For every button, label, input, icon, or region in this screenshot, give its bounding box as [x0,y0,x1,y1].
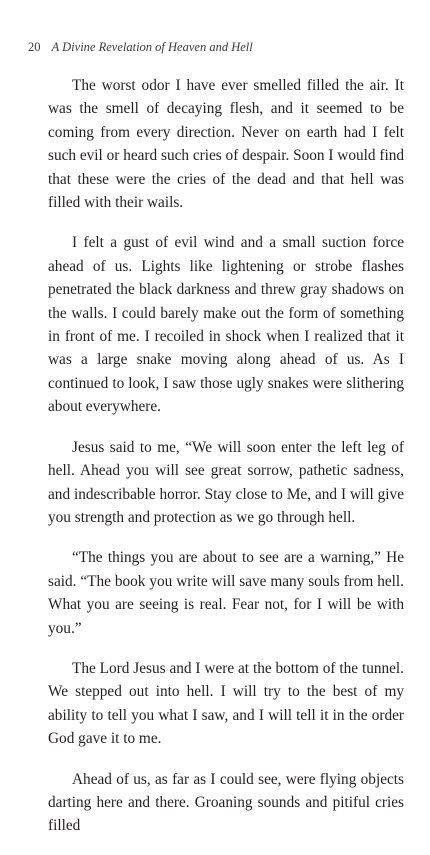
paragraph: Jesus said to me, “We will soon enter the left leg of hell. Ahead you will see great sorrow, pathetic sadness, and indescribable horror. Stay close to Me, and I will give you strength and protection as we go through hell. [48,438,404,526]
paragraph: The Lord Jesus and I were at the bottom of the tunnel. We stepped out into hell. I will try to the best of my ability to tell you what I saw, and I will tell it in the order God gave it to me. [48,659,404,748]
book-title: A Divine Revelation of Heaven and Hell [51,40,253,54]
paragraph: The worst odor I have ever smelled filled the air. It was the smell of decaying flesh, and it seemed to be coming from every direction. Never on earth had I felt such evil or heard such cries of despair. Soon I would find that these were the cries of the dead and that hell was filled with their wails. [48,77,404,212]
body-text [48,74,404,855]
paragraph: Ahead of us, as far as I could see, were flying objects darting here and there. Groaning sounds and pitiful cries filled [48,770,404,835]
page-number: 20 [28,40,41,54]
paragraph: I felt a gust of evil wind and a small suction force ahead of us. Lights like lightening or strobe flashes penetrated the black darkness and threw gray shadows on the walls. I could barely make out the form of something in front of me. I recoiled in shock when I realized that it was a large snake moving along ahead of us. As I continued to look, I saw those ugly snakes were slithering about everywhere. [48,234,404,416]
running-header [28,40,253,55]
paragraph: “The things you are about to see are a warning,” He said. “The book you write will save many souls from hell. What you are seeing is real. Fear not, for I will be with you.” [48,549,404,637]
